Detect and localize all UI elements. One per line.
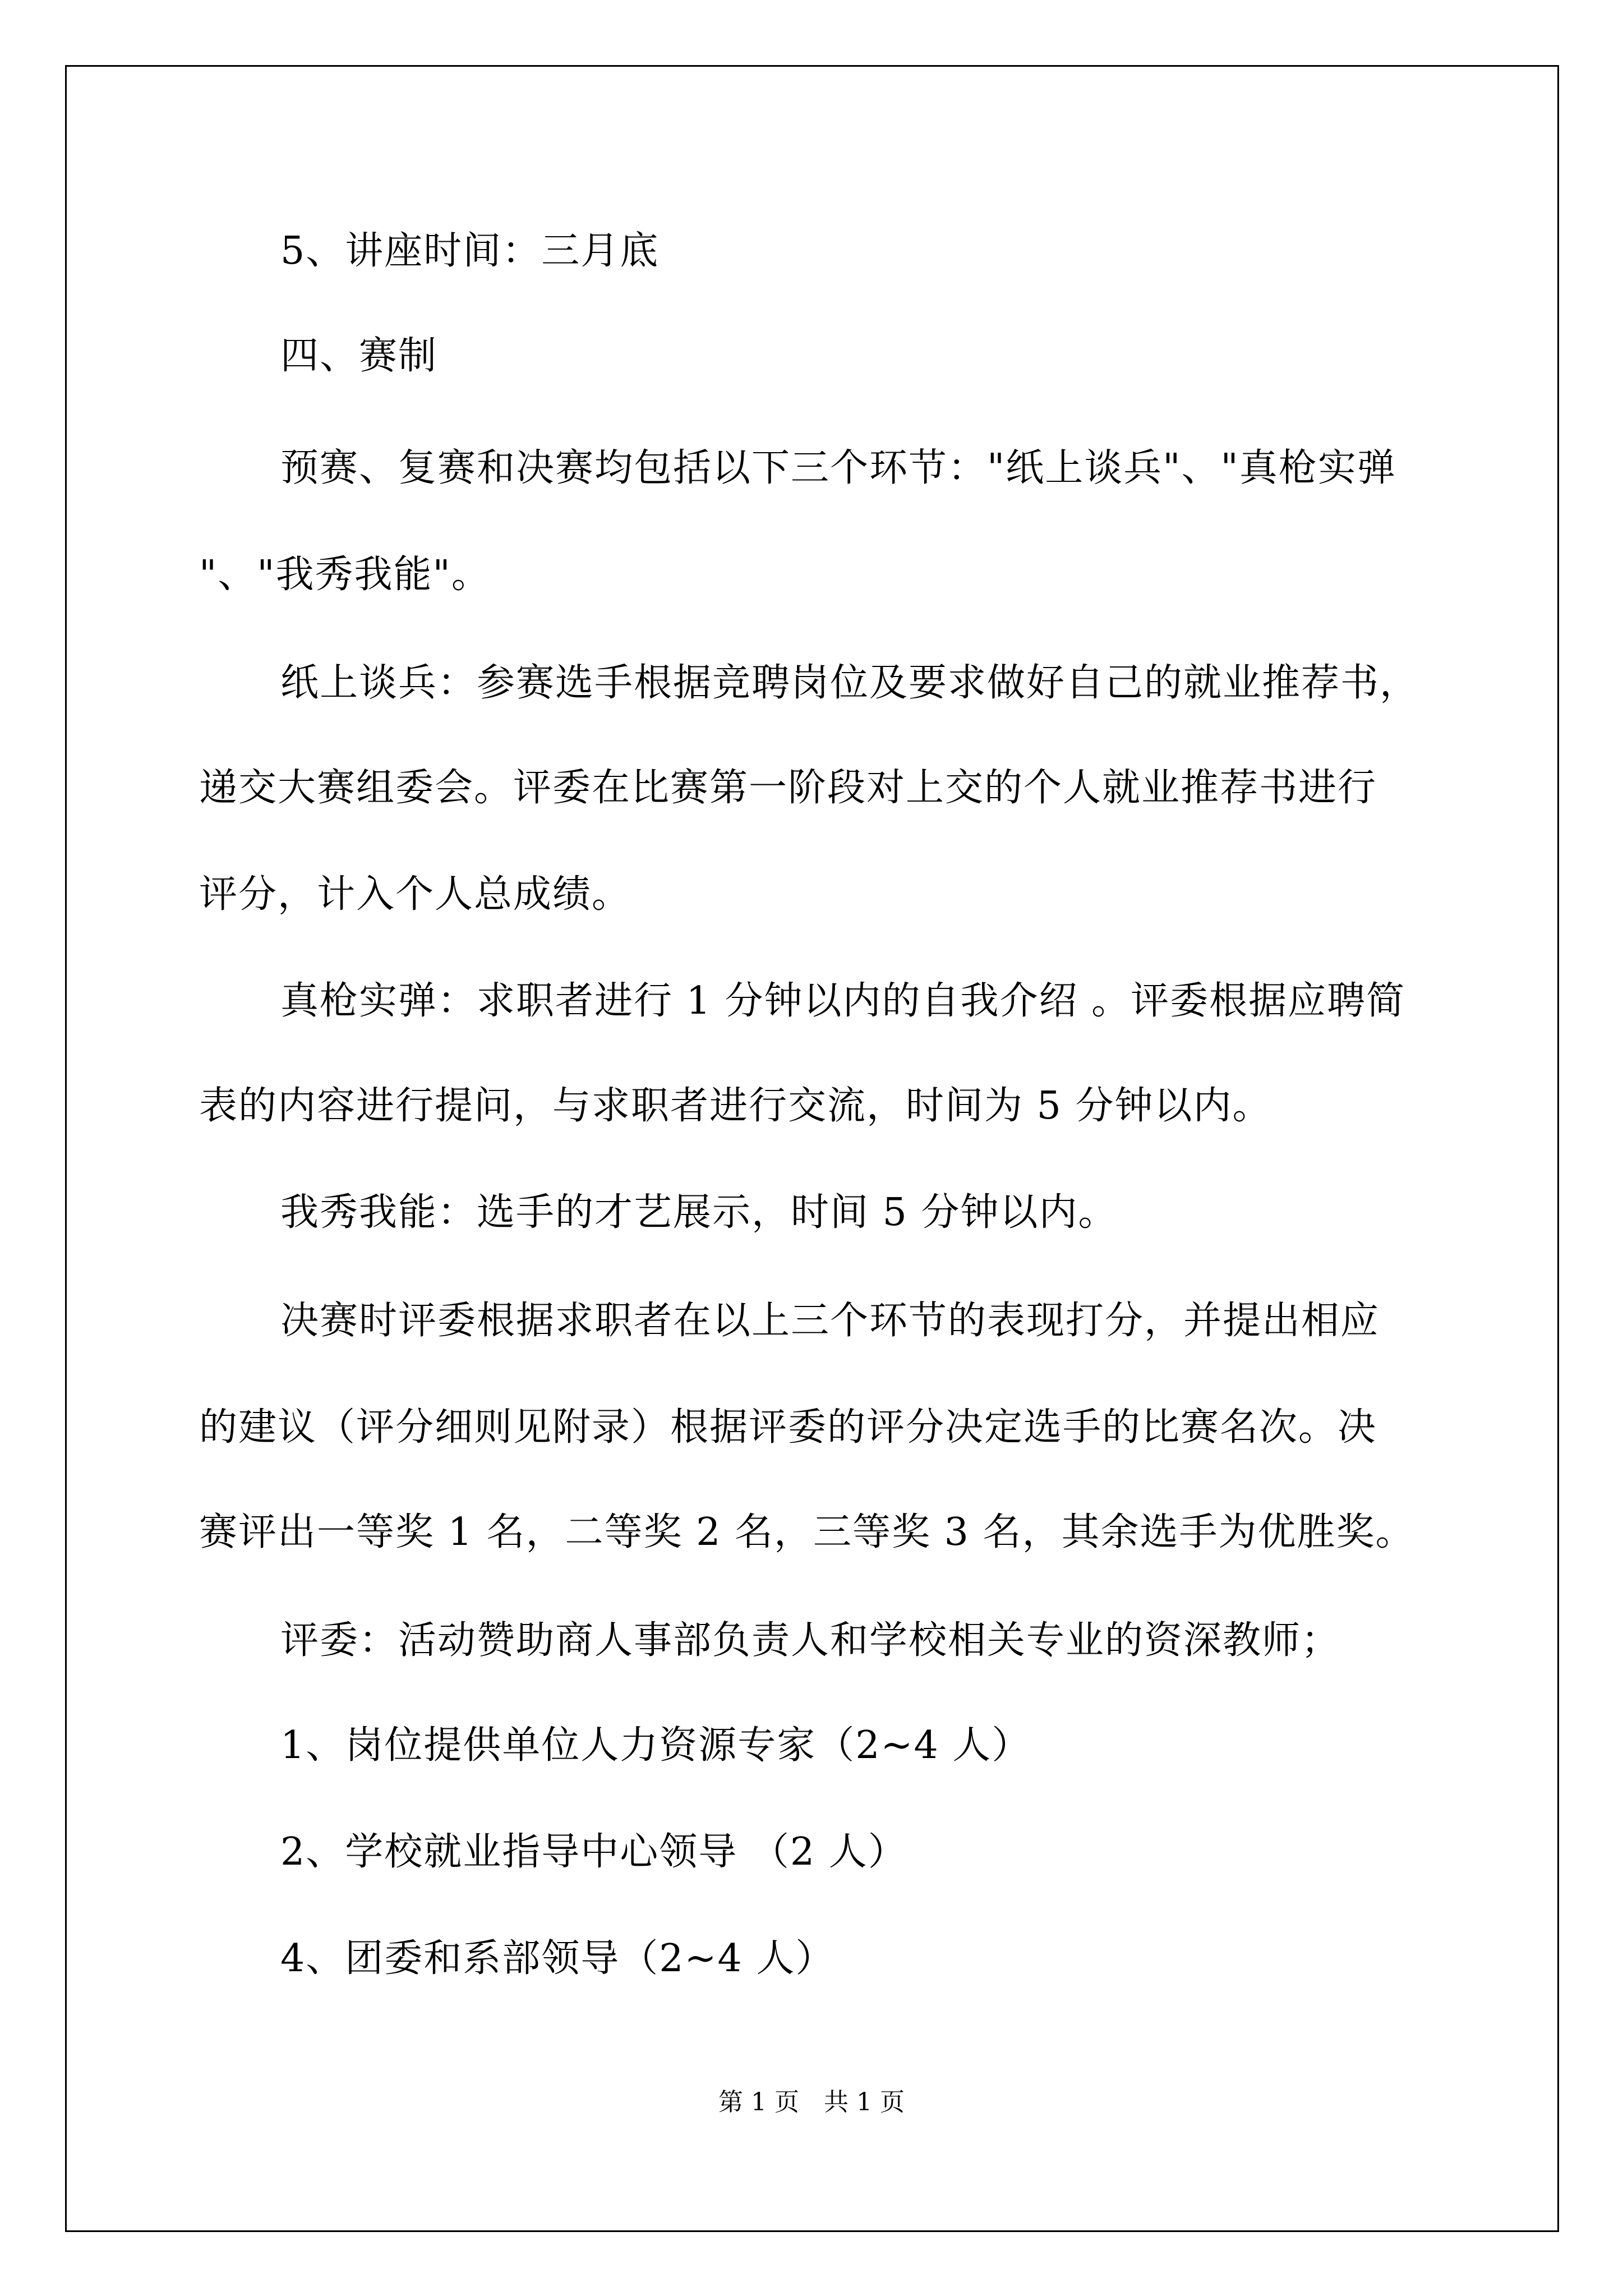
text-line: 纸上谈兵：参赛选手根据竞聘岗位及要求做好自己的就业推荐书， [280,661,1419,705]
text-line: 决赛时评委根据求职者在以上三个环节的表现打分，并提出相应 [280,1299,1380,1343]
text-line: 表的内容进行提问，与求职者进行交流，时间为 5 分钟以内。 [199,1084,1272,1128]
text-line: 预赛、复赛和决赛均包括以下三个环节："纸上谈兵"、"真枪实弹 [280,446,1396,490]
text-line: 的建议（评分细则见附录）根据评委的评分决定选手的比赛名次。决 [199,1405,1377,1450]
section-heading: 四、赛制 [280,334,438,378]
list-item: 2、学校就业指导中心领导 （2 人） [280,1830,907,1874]
text-line: 我秀我能：选手的才艺展示，时间 5 分钟以内。 [280,1190,1118,1235]
list-item: 1、岗位提供单位人力资源专家（2~4 人） [280,1723,1031,1768]
page-footer: 第 1 页 共 1 页 [718,2088,905,2116]
text-line: 递交大赛组委会。评委在比赛第一阶段对上交的个人就业推荐书进行 [199,766,1377,810]
page-border [65,65,1559,2232]
text-line: 评分，计入个人总成绩。 [199,872,631,917]
text-line: 赛评出一等奖 1 名，二等奖 2 名，三等奖 3 名，其余选手为优胜奖。 [199,1510,1415,1554]
text-line: 真枪实弹：求职者进行 1 分钟以内的自我介绍 。评委根据应聘简 [280,979,1406,1023]
text-line: 评委：活动赞助商人事部负责人和学校相关专业的资深教师； [280,1618,1341,1663]
list-item: 4、团委和系部领导（2~4 人） [280,1936,835,1981]
text-line: 5、讲座时间：三月底 [280,229,660,273]
text-line: "、"我秀我能"。 [199,553,491,597]
